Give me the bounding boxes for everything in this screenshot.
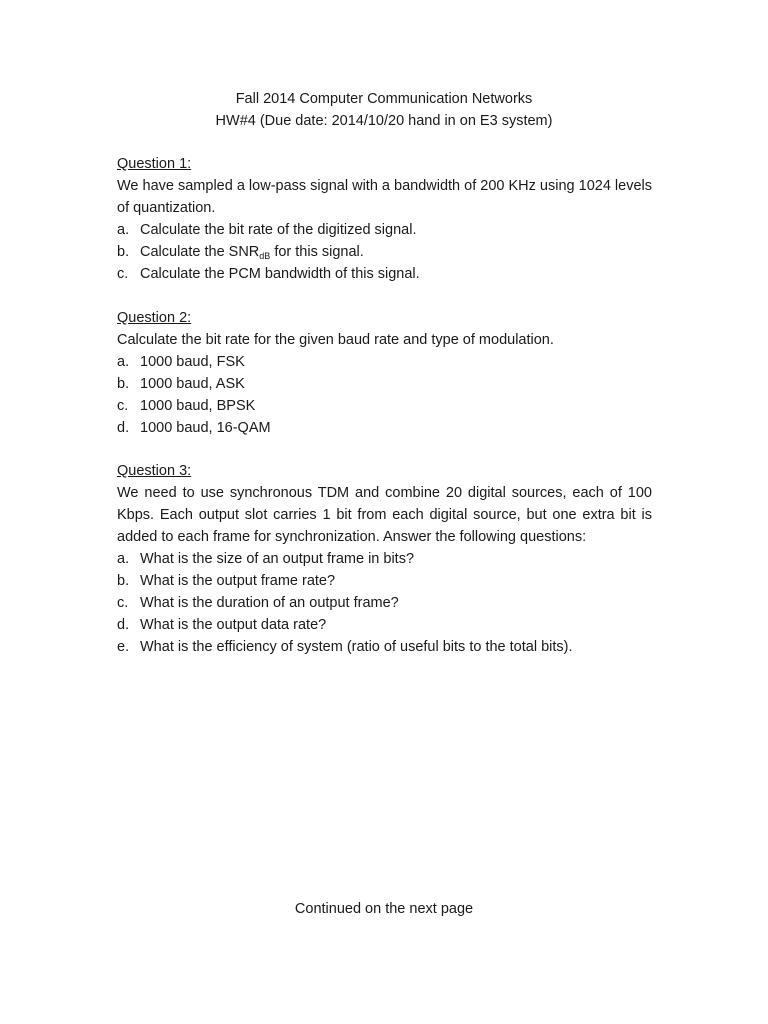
item-marker: b. bbox=[117, 376, 130, 392]
item-text: Calculate the PCM bandwidth of this signal. bbox=[140, 266, 420, 282]
item-marker: e. bbox=[117, 639, 130, 655]
item-text-post: for this signal. bbox=[270, 244, 364, 260]
question-1-item-a bbox=[117, 219, 652, 241]
question-2-item-c bbox=[117, 395, 652, 417]
item-text: What is the duration of an output frame? bbox=[140, 595, 399, 611]
item-marker: a. bbox=[117, 354, 130, 370]
question-2-intro: Calculate the bit rate for the given baud rate and type of modulation. bbox=[117, 332, 554, 348]
question-1-intro: We have sampled a low-pass signal with a bandwidth of 200 KHz using 1024 levels of quantization. bbox=[117, 178, 652, 216]
question-1-item-c bbox=[117, 263, 652, 285]
question-3-heading: Question 3: bbox=[117, 463, 192, 479]
question-3-item-b bbox=[117, 570, 652, 592]
item-text: What is the efficiency of system (ratio of useful bits to the total bits). bbox=[140, 639, 573, 655]
question-1 bbox=[117, 153, 652, 285]
item-text: Calculate the bit rate of the digitized signal. bbox=[140, 222, 417, 238]
question-2-item-b bbox=[117, 373, 652, 395]
question-2-heading: Question 2: bbox=[117, 310, 192, 326]
question-3-intro: We need to use synchronous TDM and combine 20 digital sources, each of 100 Kbps. Each output slot carries 1 bit from each digital source, but one extra bit is added to each frame for synchronization. Answer the following questions: bbox=[117, 485, 652, 545]
item-text bbox=[140, 241, 652, 263]
item-text-pre: Calculate the SNR bbox=[140, 244, 260, 260]
continued-note: Continued on the next page bbox=[294, 901, 474, 917]
item-marker: c. bbox=[117, 595, 129, 611]
item-marker: c. bbox=[117, 266, 129, 282]
item-marker: b. bbox=[117, 244, 130, 260]
item-text: 1000 baud, BPSK bbox=[140, 398, 256, 414]
item-text: What is the output data rate? bbox=[140, 617, 327, 633]
item-marker: a. bbox=[117, 551, 130, 567]
question-2 bbox=[117, 307, 652, 439]
question-3-item-d bbox=[117, 614, 652, 636]
item-marker: d. bbox=[117, 420, 130, 436]
item-marker: a. bbox=[117, 222, 130, 238]
item-text: 1000 baud, ASK bbox=[140, 376, 245, 392]
document-subtitle: HW#4 (Due date: 2014/10/20 hand in on E3 system) bbox=[215, 113, 553, 129]
item-text: What is the size of an output frame in bits? bbox=[140, 551, 415, 567]
question-3-item-c bbox=[117, 592, 652, 614]
question-1-heading: Question 1: bbox=[117, 156, 192, 172]
question-3 bbox=[117, 460, 652, 658]
question-3-item-e bbox=[117, 636, 652, 658]
item-text: What is the output frame rate? bbox=[140, 573, 336, 589]
question-1-item-b bbox=[117, 241, 652, 263]
document-title: Fall 2014 Computer Communication Networks bbox=[235, 91, 533, 107]
question-3-item-a bbox=[117, 548, 652, 570]
item-marker: b. bbox=[117, 573, 130, 589]
item-text: 1000 baud, FSK bbox=[140, 354, 245, 370]
item-text: 1000 baud, 16-QAM bbox=[140, 420, 271, 436]
item-text-subscript: dB bbox=[259, 251, 271, 261]
question-2-item-d bbox=[117, 417, 652, 439]
item-marker: d. bbox=[117, 617, 130, 633]
question-2-item-a bbox=[117, 351, 652, 373]
item-marker: c. bbox=[117, 398, 129, 414]
